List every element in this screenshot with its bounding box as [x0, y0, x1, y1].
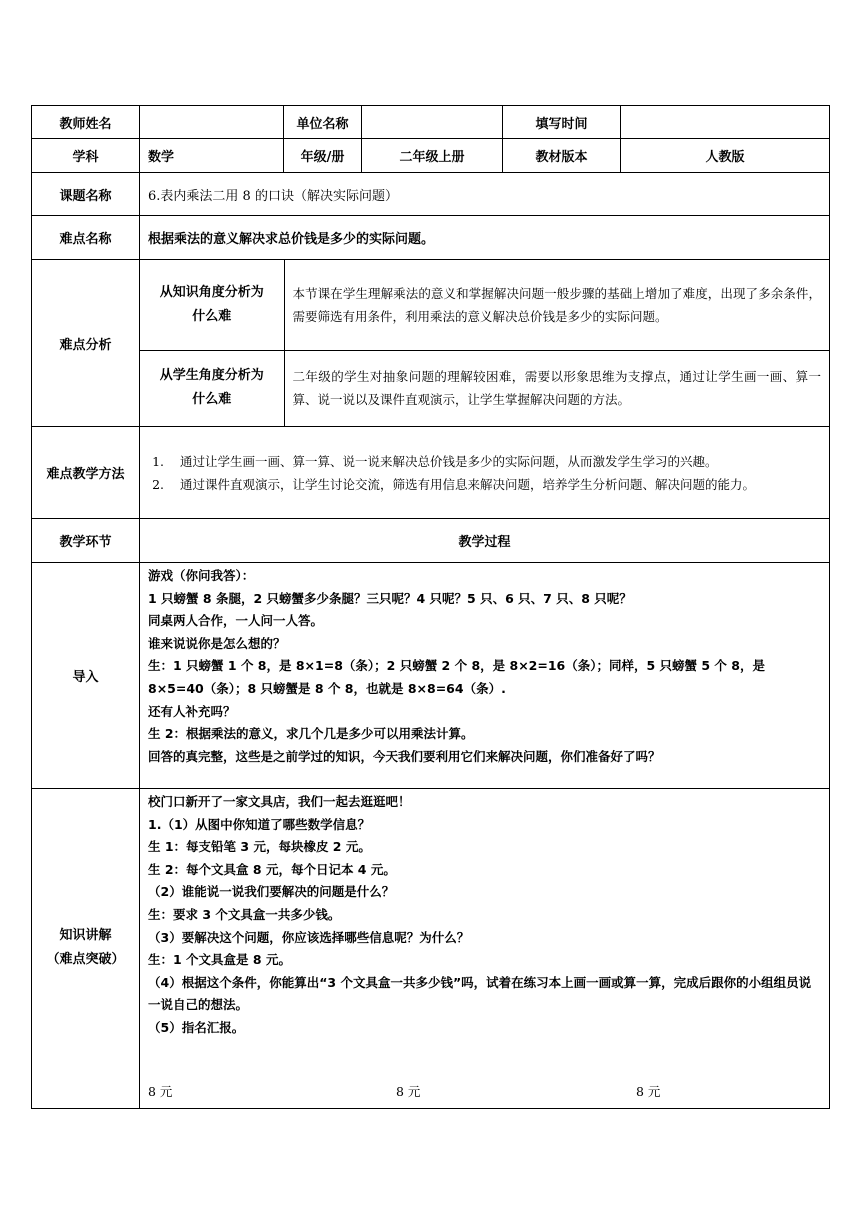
student-angle-label-line1: 从学生角度分析为 — [159, 368, 264, 384]
student-angle-label-line2: 什么难 — [192, 392, 232, 408]
analysis-inner-table — [140, 260, 829, 426]
knowledge-line: 生 2：每个文具盒 8 元，每个日记本 4 元。 — [148, 861, 396, 877]
subject-label: 学科 — [32, 139, 140, 173]
header-row-2 — [32, 139, 830, 173]
edition-value: 人教版 — [621, 139, 830, 173]
topic-label: 课题名称 — [32, 173, 140, 216]
intro-cell — [140, 563, 830, 789]
grade-value: 二年级上册 — [362, 139, 503, 173]
topic-row — [32, 173, 830, 216]
intro-line: 生：1 只螃蟹 1 个 8，是 8×1=8（条）；2 只螃蟹 2 个 8，是 8×2=16（条）；同样，5 只螃蟹 5 个 8，是 8×5=40（条）；8 只螃蟹是 8 个 8，也就是 8×8=64（条）. — [148, 658, 765, 696]
analysis-row — [32, 260, 830, 427]
knowledge-angle-row — [140, 260, 829, 350]
fill-time-label: 填写时间 — [503, 106, 621, 139]
knowledge-row — [32, 789, 830, 1109]
intro-line: 游戏（你问我答）： — [148, 568, 255, 583]
methods-list — [140, 446, 829, 500]
knowledge-line: 生：要求 3 个文具盒一共多少钱。 — [148, 906, 341, 922]
analysis-cell — [140, 260, 830, 427]
student-angle-row — [140, 350, 829, 426]
intro-line: 还有人补充吗？ — [148, 703, 236, 719]
intro-row — [32, 563, 830, 789]
knowledge-label-line2: （难点突破） — [46, 952, 125, 968]
intro-lines — [140, 563, 829, 770]
teacher-name-label: 教师姓名 — [32, 106, 140, 139]
fill-time-value — [621, 106, 830, 139]
knowledge-line: 生 1：每支铅笔 3 元，每块橡皮 2 元。 — [148, 839, 371, 855]
knowledge-lines — [140, 789, 829, 1042]
knowledge-angle-text: 本节课在学生理解乘法的意义和掌握解决问题一般步骤的基础上增加了难度，出现了多余条件，需要筛选有用条件，利用乘法的意义解决总价钱是多少的实际问题。 — [292, 285, 821, 324]
knowledge-line: 生：1 个文具盒是 8 元。 — [148, 952, 291, 968]
process-title: 教学过程 — [140, 519, 830, 563]
student-angle-text: 二年级的学生对抽象问题的理解较困难，需要以形象思维为支撑点，通过让学生画一画、算一算、说一说以及课件直观演示，让学生掌握解决问题的方法。 — [292, 369, 821, 408]
header-row-1 — [32, 106, 830, 139]
knowledge-cell — [140, 789, 830, 1109]
teacher-name-value — [140, 106, 284, 139]
difficulty-row — [32, 216, 830, 260]
edition-label: 教材版本 — [503, 139, 621, 173]
method-item: 1. 通过让学生画一画、算一算、说一说来解决总价钱是多少的实际问题，从而激发学生学习的兴趣。 — [168, 450, 821, 473]
methods-label: 难点教学方法 — [32, 427, 140, 519]
knowledge-line: （2）谁能说一说我们要解决的问题是什么？ — [148, 884, 395, 900]
method-item: 2. 通过课件直观演示，让学生讨论交流，筛选有用信息来解决问题，培养学生分析问题、解决问题的能力。 — [168, 473, 821, 496]
price-label: 8 元 — [636, 1083, 661, 1099]
knowledge-label — [32, 789, 140, 1109]
price-label: 8 元 — [396, 1083, 421, 1099]
knowledge-line: 1.（1）从图中你知道了哪些数学信息？ — [148, 816, 371, 832]
methods-cell — [140, 427, 830, 519]
price-row — [140, 1082, 829, 1108]
intro-line: 1 只螃蟹 8 条腿，2 只螃蟹多少条腿？三只呢？4 只呢？5 只、6 只、7 只、8 只呢？ — [148, 590, 632, 606]
methods-row — [32, 427, 830, 519]
knowledge-label-line1: 知识讲解 — [59, 928, 112, 944]
knowledge-angle-label-line2: 什么难 — [192, 308, 232, 324]
grade-label: 年级/册 — [284, 139, 362, 173]
process-header-row — [32, 519, 830, 563]
knowledge-line: （5）指名汇报。 — [148, 1019, 245, 1035]
unit-name-label: 单位名称 — [284, 106, 362, 139]
difficulty-value: 根据乘法的意义解决求总价钱是多少的实际问题。 — [140, 216, 830, 260]
student-angle-text-cell — [284, 350, 829, 426]
student-angle-label — [140, 350, 284, 426]
lesson-plan-table — [31, 105, 830, 1109]
process-step-label: 教学环节 — [32, 519, 140, 563]
price-label: 8 元 — [148, 1083, 173, 1099]
knowledge-angle-text-cell — [284, 260, 829, 350]
intro-label: 导入 — [32, 563, 140, 789]
knowledge-angle-label — [140, 260, 284, 350]
knowledge-line: （3）要解决这个问题，你应该选择哪些信息呢？为什么？ — [148, 929, 470, 945]
analysis-label: 难点分析 — [32, 260, 140, 427]
intro-line: 回答的真完整，这些是之前学过的知识，今天我们要利用它们来解决问题，你们准备好了吗？ — [148, 748, 661, 764]
knowledge-line: 校门口新开了一家文具店，我们一起去逛逛吧！ — [148, 794, 411, 809]
knowledge-angle-label-line1: 从知识角度分析为 — [159, 284, 264, 300]
subject-value: 数学 — [140, 139, 284, 173]
intro-line: 谁来说说你是怎么想的？ — [148, 635, 286, 651]
intro-line: 同桌两人合作，一人问一人答。 — [148, 613, 324, 629]
knowledge-line: （4）根据这个条件，你能算出“3 个文具盒一共多少钱”吗，试着在练习本上画一画或算一算，完成后跟你的小组组员说一说自己的想法。 — [148, 974, 812, 1013]
unit-name-value — [362, 106, 503, 139]
difficulty-label: 难点名称 — [32, 216, 140, 260]
topic-value: 6.表内乘法二用 8 的口诀（解决实际问题） — [140, 173, 830, 216]
intro-line: 生 2：根据乘法的意义，求几个几是多少可以用乘法计算。 — [148, 726, 474, 742]
